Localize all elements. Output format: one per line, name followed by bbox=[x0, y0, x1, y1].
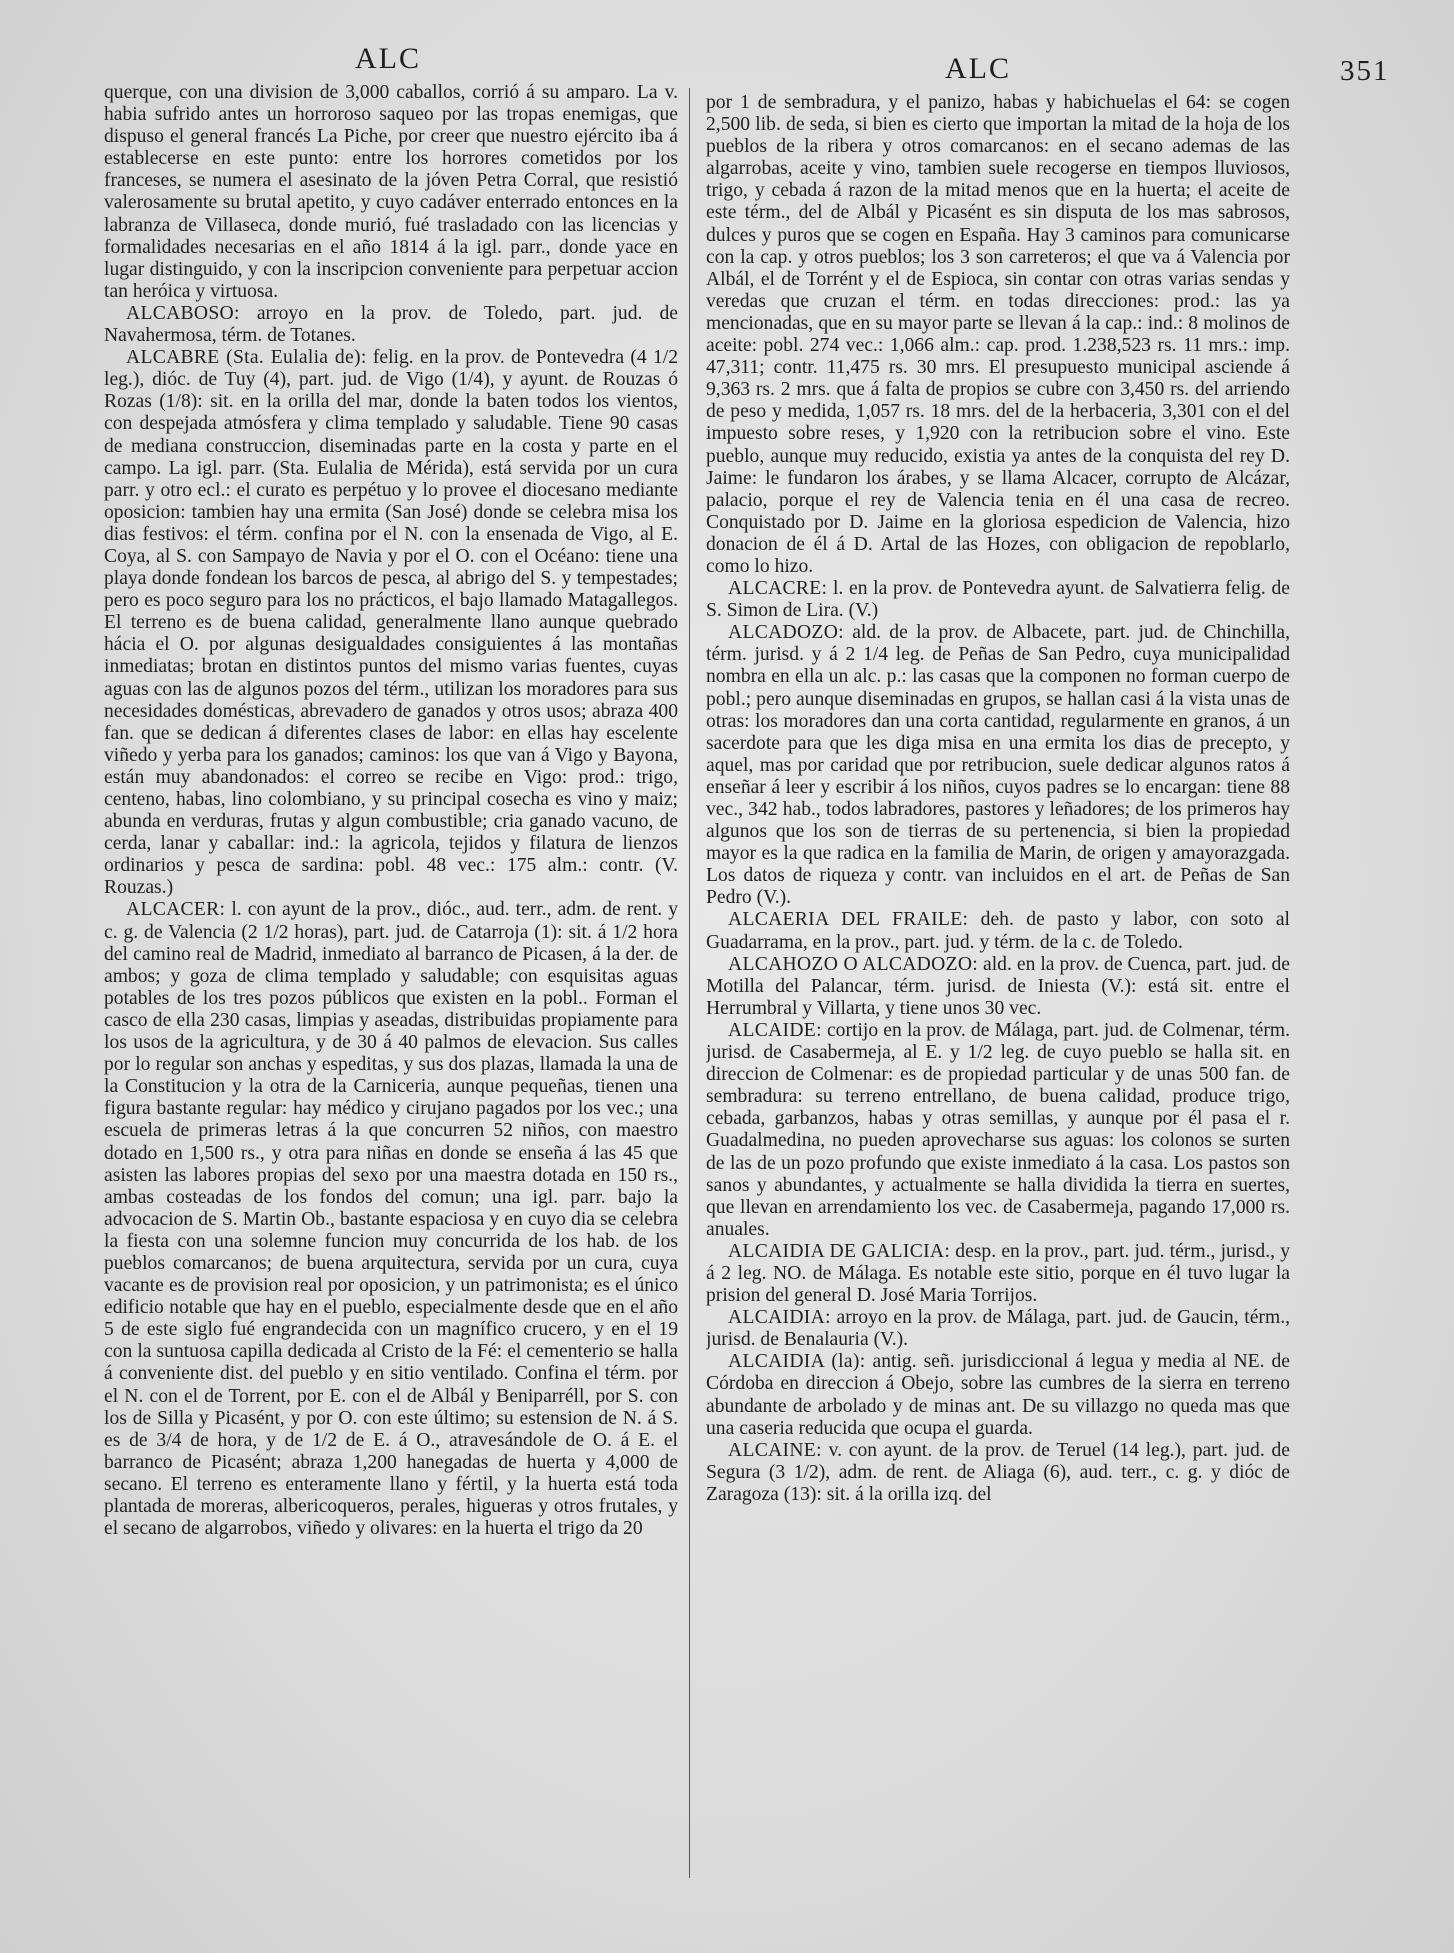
entry-text: l. en la prov. de Pontevedra ayunt. de Salvatierra felig. de S. Simon de Lira. (V.) bbox=[706, 578, 1290, 622]
entry-paragraph bbox=[706, 1307, 1290, 1351]
column-divider bbox=[689, 88, 690, 1878]
entry-text: cortijo en la prov. de Málaga, part. jud. de Colmenar, térm. jurisd. de Casabermeja, al E. y 1/2 leg. de cuyo pueblo se halla sit. en direccion de Colmenar: es de propiedad particular y de unas 500 fan. de sembradura: su terreno entrellano, de buena calidad, produce trigo, cebada, garbanzos, habas y otras semillas, y aunque por él pasa el r. Guadalmedina, no pueden aprovecharse sus aguas: los colonos se surten de las de un pozo profundo que existe inmediato á la casa. Los pastos son sanos y abundantes, y actualmente se halla dividida la tierra en suertes, que llevan en arrendamiento los vec. de Casabermeja, pagando 17,000 rs. anuales. bbox=[706, 1019, 1290, 1240]
entry-text: querque, con una division de 3,000 caballos, corrió á su amparo. La v. habia sufrido antes un horroroso saqueo por las tropas enemigas, que dispuso el general francés La Piche, por creer que nuestro ejército iba á establecerse en este punto: entre los horrores cometidos por los franceses, se numera el asesinato de la jóven Petra Corral, que resistió valerosamente su brutal apetito, y cuyo cadáver enterrado entonces en la labranza de Villaseca, donde murió, fué trasladado con las licencias y formalidades necesarias en el año 1814 á la igl. parr., donde yace en lugar distinguido, y con la inscripcion conveniente para perpetuar accion tan heróica y virtuosa. bbox=[104, 82, 678, 302]
entry-head: ALCABRE (Sta. Eulalia de): bbox=[126, 347, 367, 369]
entry-text: v. con ayunt. de la prov. de Teruel (14 leg.), part. jud. de Segura (3 1/2), adm. de rent. de Aliaga (6), aud. terr., c. g. y dióc de Zaragoza (13): sit. á la orilla izq. del bbox=[706, 1439, 1290, 1505]
entry-paragraph bbox=[706, 954, 1290, 1020]
entry-paragraph bbox=[706, 1351, 1290, 1439]
entry-text: desp. en la prov., part. jud. térm., jurisd., y á 2 leg. NO. de Málaga. Es notable este sitio, porque en él tuvo lugar la prision del general D. José Maria Torrijos. bbox=[706, 1240, 1290, 1307]
entry-paragraph bbox=[706, 622, 1290, 909]
right-column bbox=[706, 92, 1290, 1897]
entry-paragraph bbox=[104, 303, 678, 347]
entry-text: arroyo en la prov. de Málaga, part. jud. de Gaucin, térm., jurisd. de Benalauria (V.). bbox=[706, 1307, 1290, 1351]
entry-head: ALCAIDIA (la): bbox=[728, 1351, 866, 1373]
entry-head: ALCADOZO: bbox=[728, 622, 844, 644]
entry-text: ald. de la prov. de Albacete, part. jud. de Chinchilla, térm. jurisd. y á 2 1/4 leg. de Peñas de San Pedro, cuya municipalidad nombra en ella un alc. p.: las casas que la componen no forman cuerpo de pobl.; pero aunque diseminadas en grupos, se hallan casi á la vista unas de otras: los moradores dan una corta cantidad, regularmente en granos, á un sacerdote para que les diga misa en una ermita los dias de precepto, y aquel, mas por caridad que por retribucion, suele dedicar algunos ratos á enseñar á leer y escribir á los niños, cuyos padres se lo encargan: tiene 88 vec., 342 hab., todos labradores, pastores y leñadores; de los primeros hay algunos que los son de tierras de su pertenencia, si bien la propiedad mayor es la que radica en la familia de Marin, de origen y amayorazgada. Los datos de riqueza y contr. van incluidos en el art. de Peñas de San Pedro (V.). bbox=[706, 622, 1290, 909]
running-head-left: ALC bbox=[355, 42, 421, 75]
entry-text: ald. en la prov. de Cuenca, part. jud. de Motilla del Palancar, térm. jurisd. de Iniesta (V.): está sit. entre el Herrumbral y Villarta, y tiene unos 30 vec. bbox=[706, 953, 1290, 1019]
entry-text: felig. en la prov. de Pontevedra (4 1/2 leg.), dióc. de Tuy (4), part. jud. de Vigo (1/4), y ayunt. de Rouzas ó Rozas (1/8): sit. en la orilla del mar, donde la baten todos los vientos, con despejada atmósfera y clima templado y saludable. Tiene 90 casas de mediana construccion, diseminadas parte en la costa y parte en el campo. La igl. parr. (Sta. Eulalia de Mérida), está servida por un cura parr. y otro ecl.: el curato es perpétuo y lo provee el diocesano mediante oposicion: tambien hay una ermita (San José) donde se celebra misa los dias festivos: el térm. confina por el N. con la ensenada de Vigo, al E. Coya, al S. con Sampayo de Navia y por el O. con el Océano: tiene una playa donde fondean los barcos de pesca, al abrigo del S. y tempestades; pero es poco seguro para los no prácticos, el bajo llamado Matagallegos. El terreno es de buena calidad, generalmente llano aunque quebrado hácia el O. por algunas desigualdades consiguientes á las montañas inmediatas; brotan en distintos puntos del mismo varias fuentes, cuyas aguas con las de algunos pozos del térm., utilizan los moradores para sus necesidades domésticas, abrevadero de ganados y otros usos; abraza 400 fan. que se dedican á diferentes clases de labor: en ellas hay escelente viñedo y yerba para los ganados; caminos: los que van á Vigo y Bayona, están muy abandonados: el correo se recibe en Vigo: prod.: trigo, centeno, habas, lino colombiano, y su principal cosecha es vino y maiz; abunda en verduras, frutas y algun combustible; cria ganado vacuno, de cerda, lanar y caballar: ind.: la agricola, tejidos y filatura de lienzos ordinarios y pesca de sardina: pobl. 48 vec.: 175 alm.: contr. (V. Rouzas.) bbox=[104, 347, 678, 899]
running-head-center: ALC bbox=[945, 52, 1011, 85]
entry-text: l. con ayunt de la prov., dióc., aud. terr., adm. de rent. y c. g. de Valencia (2 1/2 horas), part. jud. de Catarroja (1): sit. á 1/2 hora del camino real de Madrid, inmediato al barranco de Picasen, á la der. de ambos; y goza de clima templado y saludable; con esquisitas aguas potables de los tres pozos públicos que existen en la pobl.. Forman el casco de ella 230 casas, limpias y aseadas, distribuidas propiamente para los usos de la agricultura, y de 30 á 40 palmos de elevacion. Sus calles por lo regular son anchas y espeditas, y sus dos plazas, llamada la una de la Constitucion y la otra de la Carniceria, aunque pequeñas, tienen una figura bastante regular: hay médico y cirujano pagados por los vec.; una escuela de primeras letras á la que concurren 52 niños, con maestro dotado en 1,500 rs., y otra para niñas en donde se enseña á las 45 que asisten las labores propias del sexo por una maestra dotada en 150 rs., ambas costeadas de los fondos del comun; una igl. parr. bajo la advocacion de S. Martin Ob., bastante espaciosa y en cuyo dia se celebra la fiesta con una solemne funcion muy concurrida de los hab. de los pueblos comarcanos; de buena arquitectura, servida por un cura, cuya vacante es de provision real por oposicion, y un patrimonista; es el único edificio notable que hay en el pueblo, especialmente desde que en el año 5 de este siglo fué engrandecida con un magnífico crucero, y en el 19 con la suntuosa capilla dedicada al Cristo de la Fé: el cementerio se halla á conveniente dist. del pueblo y en sitio ventilado. Confina el térm. por el N. con el de Torrent, por E. con el de Albál y Beniparréll, por S. con los de Silla y Picasént, y por O. con este último; su estension de N. á S. es de 3/4 de hora, y de 1/2 de E. á O., atravesándole de O. á E. el barranco de Picasént; abraza 1,200 hanegadas de huerta y 4,000 de secano. El terreno es enteramente llano y fértil, y la huerta está toda plantada de moreras, albericoqueros, perales, higueras y otros frutales, y el secano de algarrobos, viñedo y olivares: en la huerta el trigo da 20 bbox=[104, 899, 678, 1540]
entry-paragraph bbox=[104, 347, 678, 899]
entry-text: por 1 de sembradura, y el panizo, habas y habichuelas el 64: se cogen 2,500 lib. de seda, si bien es cierto que importan la mitad de la hoja de los pueblos de la ribera y otros comarcanos: en el secano ademas de las algarrobas, aceite y vino, tambien suele recogerse en tiempos lluviosos, trigo, y cebada á razon de la mitad menos que en la huerta; el aceite de este térm., del de Albál y Picasént es sin disputa de los mas sabrosos, dulces y puros que se cogen en España. Hay 3 caminos para comunicarse con la cap. y otros pueblos; los 3 son carreteros; el que va á Valencia por Albál, el de Torrént y el de Espioca, sin contar con otras varias sendas y veredas que cruzan el térm. en todas direcciones: prod.: las ya mencionadas, que en su mayor parte se llevan á la cap.: ind.: 8 molinos de aceite: pobl. 274 vec.: 1,066 alm.: cap. prod. 1.238,523 rs. 11 mrs.: imp. 47,311; contr. 11,475 rs. 30 mrs. El presupuesto municipal asciende á 9,363 rs. 2 mrs. que á falta de propios se cubre con 3,450 rs. del arriendo de peso y medida, 1,057 rs. 18 mrs. del de la herbaceria, 3,301 con el del impuesto sobre reses, y 1,920 con la retribucion sobre el vino. Este pueblo, aunque muy reducido, existia ya antes de la conquista del rey D. Jaime: le fundaron los árabes, y se llama Alcacer, corrupto de Alcázar, palacio, porque el rey de Valencia tenia en él una casa de recreo. Conquistado por D. Jaime en la gloriosa espedicion de Valencia, hizo donacion de él á D. Artal de las Hozes, con obligacion de repoblarlo, como lo hizo. bbox=[706, 92, 1290, 577]
entry-paragraph bbox=[706, 578, 1290, 622]
entry-head: ALCACER: bbox=[126, 899, 226, 921]
entry-paragraph bbox=[706, 1020, 1290, 1241]
entry-head: ALCAHOZO O ALCADOZO: bbox=[728, 953, 979, 975]
entry-paragraph bbox=[104, 82, 678, 303]
entry-head: ALCAINE: bbox=[728, 1439, 822, 1461]
entry-paragraph bbox=[706, 92, 1290, 578]
entry-head: ALCACRE: bbox=[728, 578, 828, 600]
entry-head: ALCAERIA DEL FRAILE: bbox=[728, 909, 969, 931]
entry-head: ALCAIDE: bbox=[728, 1019, 822, 1041]
entry-head: ALCAIDIA: bbox=[728, 1307, 831, 1329]
page-number: 351 bbox=[1340, 55, 1390, 87]
entry-text: arroyo en la prov. de Toledo, part. jud. de Navahermosa, térm. de Totanes. bbox=[104, 302, 678, 347]
entry-paragraph bbox=[104, 899, 678, 1540]
left-column bbox=[104, 82, 678, 1887]
entry-text: antig. señ. jurisdiccional á legua y media al NE. de Córdoba en direccion á Obejo, sobre las cumbres de la sierra en terreno abundante de arbolado y de minas ant. De su villazgo no queda mas que una caseria reducida que ocupa el guarda. bbox=[706, 1351, 1290, 1439]
entry-paragraph bbox=[706, 1440, 1290, 1506]
entry-head: ALCABOSO: bbox=[126, 302, 240, 324]
entry-paragraph bbox=[706, 1241, 1290, 1307]
entry-paragraph bbox=[706, 909, 1290, 953]
entry-text: deh. de pasto y labor, con soto al Guadarrama, en la prov., part. jud. y térm. de la c. de Toledo. bbox=[706, 909, 1290, 953]
entry-head: ALCAIDIA DE GALICIA: bbox=[728, 1240, 951, 1262]
